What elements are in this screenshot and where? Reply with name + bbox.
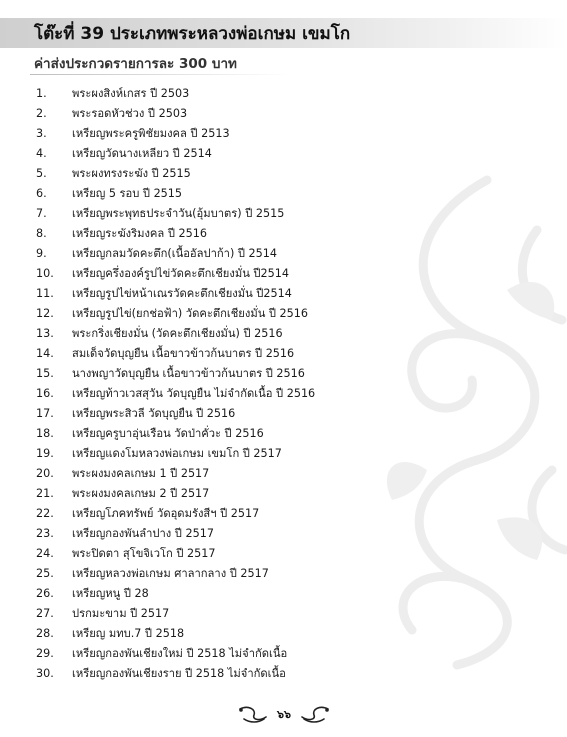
item-number: 24. <box>36 547 54 560</box>
list-item <box>36 524 536 544</box>
item-text: เหรียญหนู ปี 28 <box>72 587 149 600</box>
item-text: เหรียญครึ่งองค์รูปไข่วัดคะตึกเชียงมั่น ปี2514 <box>72 267 289 280</box>
list-item <box>36 164 536 184</box>
item-number: 28. <box>36 627 54 640</box>
item-number: 2. <box>36 107 47 120</box>
item-number: 4. <box>36 147 47 160</box>
item-number: 9. <box>36 247 47 260</box>
item-number: 13. <box>36 327 54 340</box>
item-number: 23. <box>36 527 54 540</box>
item-number: 16. <box>36 387 54 400</box>
item-number: 22. <box>36 507 54 520</box>
page-title: โต๊ะที่ 39 ประเภทพระหลวงพ่อเกษม เขมโก <box>34 24 351 44</box>
item-number: 1. <box>36 87 47 100</box>
item-number: 19. <box>36 447 54 460</box>
list-item <box>36 544 536 564</box>
list-item <box>36 584 536 604</box>
list-item <box>36 564 536 584</box>
item-number: 14. <box>36 347 54 360</box>
item-text: พระผงสิงห์เกสร ปี 2503 <box>72 87 190 100</box>
list-item <box>36 244 536 264</box>
item-number: 3. <box>36 127 47 140</box>
list-item <box>36 444 536 464</box>
item-number: 15. <box>36 367 54 380</box>
list-item <box>36 144 536 164</box>
list-item <box>36 504 536 524</box>
list-item <box>36 344 536 364</box>
item-text: เหรียญ 5 รอบ ปี 2515 <box>72 187 183 200</box>
list-item <box>36 324 536 344</box>
item-text: เหรียญกองพันเชียงราย ปี 2518 ไม่จำกัดเนื้อ <box>72 667 286 680</box>
list-item <box>36 204 536 224</box>
list-item <box>36 404 536 424</box>
item-text: เหรียญท้าวเวสสุวัน วัดบุญยืน ไม่จำกัดเนื้อ ปี 2516 <box>72 387 316 400</box>
item-number: 25. <box>36 567 54 580</box>
page-number: ๖๖ <box>277 708 291 721</box>
item-text: เหรียญรูปไข่หน้าเณรวัดคะตึกเชียงมั่น ปี2514 <box>72 287 292 300</box>
list-item <box>36 184 536 204</box>
item-text: เหรียญกองพันลำปาง ปี 2517 <box>72 527 214 540</box>
item-text: เหรียญหลวงพ่อเกษม ศาลากลาง ปี 2517 <box>72 567 269 580</box>
item-number: 20. <box>36 467 54 480</box>
list-item <box>36 604 536 624</box>
item-text: พระรอดหัวช่วง ปี 2503 <box>72 107 188 120</box>
list-item <box>36 224 536 244</box>
item-text: เหรียญวัดนางเหลียว ปี 2514 <box>72 147 212 160</box>
list-item <box>36 644 536 664</box>
list-item <box>36 84 536 104</box>
item-text: นางพญาวัดบุญยืน เนื้อขาวข้าวก้นบาตร ปี 2516 <box>72 367 305 380</box>
list-item <box>36 664 536 684</box>
item-text: พระผงทรงระฆัง ปี 2515 <box>72 167 191 180</box>
item-number: 8. <box>36 227 47 240</box>
list-item <box>36 264 536 284</box>
item-text: เหรียญกองพันเชียงใหม่ ปี 2518 ไม่จำกัดเนื้อ <box>72 647 288 660</box>
item-text: พระกริ่งเชียงมั่น (วัดคะตึกเชียงมั่น) ปี 2516 <box>72 327 283 340</box>
item-text: พระผงมงคลเกษม 1 ปี 2517 <box>72 467 210 480</box>
item-number: 26. <box>36 587 54 600</box>
item-text: พระปิดตา สุโขจิเวโก ปี 2517 <box>72 547 216 560</box>
item-number: 17. <box>36 407 54 420</box>
entry-list <box>36 84 536 684</box>
item-text: เหรียญแดงโมหลวงพ่อเกษม เขมโก ปี 2517 <box>72 447 282 460</box>
list-item <box>36 124 536 144</box>
item-number: 11. <box>36 287 54 300</box>
list-item <box>36 364 536 384</box>
item-number: 7. <box>36 207 47 220</box>
item-number: 27. <box>36 607 54 620</box>
item-text: เหรียญระฆังริมงคล ปี 2516 <box>72 227 207 240</box>
item-text: ปรกมะขาม ปี 2517 <box>72 607 170 620</box>
list-item <box>36 284 536 304</box>
item-number: 29. <box>36 647 54 660</box>
item-text: เหรียญกลมวัดคะตึก(เนื้ออัลปาก้า) ปี 2514 <box>72 247 277 260</box>
item-number: 10. <box>36 267 54 280</box>
list-item <box>36 424 536 444</box>
item-text: เหรียญพระสิวลี วัดบุญยืน ปี 2516 <box>72 407 236 420</box>
item-text: เหรียญพระครูพิชัยมงคล ปี 2513 <box>72 127 230 140</box>
item-text: สมเด็จวัดบุญยืน เนื้อขาวข้าวก้นบาตร ปี 2516 <box>72 347 295 360</box>
item-text: เหรียญ มทบ.7 ปี 2518 <box>72 627 185 640</box>
page-subtitle: ค่าส่งประกวดรายการละ 300 บาท <box>34 56 237 72</box>
item-number: 30. <box>36 667 54 680</box>
item-text: เหรียญครูบาอุ่นเรือน วัดป่าคั่วะ ปี 2516 <box>72 427 264 440</box>
list-item <box>36 484 536 504</box>
list-item <box>36 464 536 484</box>
item-number: 6. <box>36 187 47 200</box>
header-divider <box>30 74 290 75</box>
list-item <box>36 384 536 404</box>
item-number: 12. <box>36 307 54 320</box>
item-text: พระผงมงคลเกษม 2 ปี 2517 <box>72 487 210 500</box>
list-item <box>36 624 536 644</box>
item-number: 18. <box>36 427 54 440</box>
item-text: เหรียญโภคทรัพย์ วัดอุดมรังสีฯ ปี 2517 <box>72 507 260 520</box>
list-item <box>36 104 536 124</box>
item-number: 21. <box>36 487 54 500</box>
list-item <box>36 304 536 324</box>
item-text: เหรียญพระพุทธประจำวัน(อุ้มบาตร) ปี 2515 <box>72 207 285 220</box>
item-text: เหรียญรูปไข่(ยกช่อฟ้า) วัดคะตึกเชียงมั่น ปี 2516 <box>72 307 309 320</box>
item-number: 5. <box>36 167 47 180</box>
